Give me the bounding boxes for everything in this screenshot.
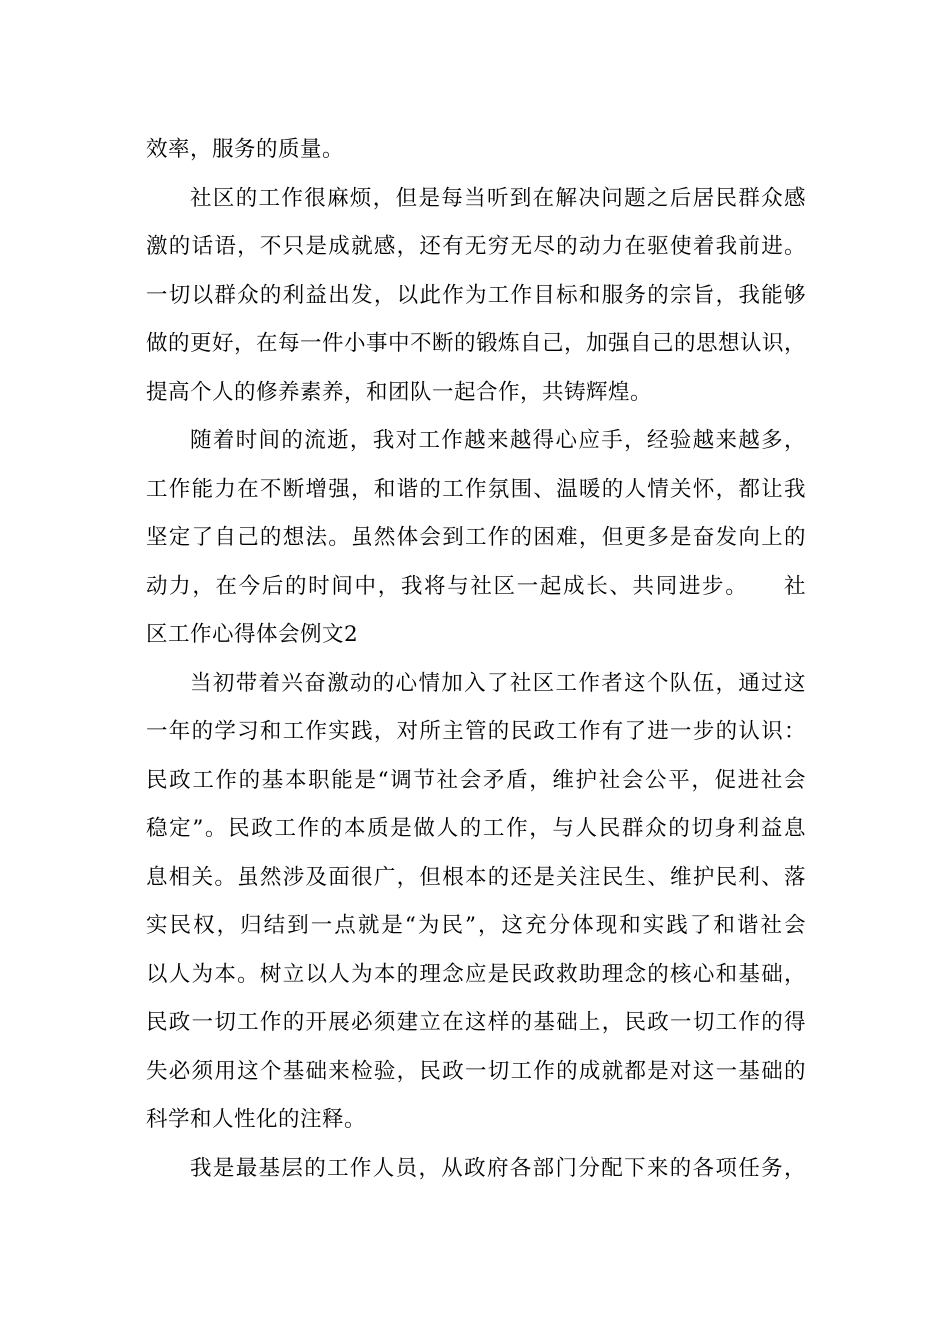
text-line: 社区的工作很麻烦，但是每当听到在解决问题之后居民群众感 [190, 185, 806, 211]
text-line: 民政一切工作的开展必须建立在这样的基础上，民政一切工作的得 [146, 1010, 806, 1035]
text-line: 稳定”。民政工作的本质是做人的工作，与人民群众的切身利益息 [146, 816, 806, 841]
text-line: 科学和人性化的注释。 [146, 1107, 367, 1132]
text-line: 一年的学习和工作实践，对所主管的民政工作有了进一步的认识： [146, 719, 806, 744]
text-line: 提高个人的修养素养，和团队一起合作，共铸辉煌。 [146, 379, 653, 405]
text-line: 失必须用这个基础来检验，民政一切工作的成就都是对这一基础的 [146, 1058, 806, 1084]
text-line: 实民权，归结到一点就是“为民”，这充分体现和实践了和谐社会 [146, 913, 806, 938]
text-line: 工作能力在不断增强，和谐的工作氛围、温暖的人情关怀，都让我 [146, 476, 806, 502]
text-line: 息相关。虽然涉及面很广，但根本的还是关注民生、维护民利、落 [146, 864, 806, 890]
section-heading: 区工作心得体会例文2 [146, 622, 359, 647]
text-line: 以人为本。树立以人为本的理念应是民政救助理念的核心和基础， [146, 961, 806, 987]
text-line: 坚定了自己的想法。虽然体会到工作的困难，但更多是奋发向上的 [146, 525, 806, 550]
document-body [146, 126, 806, 1193]
text-line: 做的更好，在每一件小事中不断的锻炼自己，加强自己的思想认识， [146, 331, 807, 356]
text-line: 一切以群众的利益出发，以此作为工作目标和服务的宗旨，我能够 [146, 282, 806, 308]
text-line: 动力，在今后的时间中，我将与社区一起成长、共同进步。 社 [146, 573, 806, 599]
text-line: 当初带着兴奋激动的心情加入了社区工作者这个队伍，通过这 [190, 670, 806, 696]
text-line: 我是最基层的工作人员，从政府各部门分配下来的各项任务， [190, 1155, 806, 1181]
text-line: 民政工作的基本职能是“调节社会矛盾，维护社会公平，促进社会 [146, 767, 806, 793]
text-line: 随着时间的流逝，我对工作越来越得心应手，经验越来越多， [190, 428, 806, 453]
text-line: 效率，服务的质量。 [146, 137, 345, 162]
text-line: 激的话语，不只是成就感，还有无穷无尽的动力在驱使着我前进。 [146, 234, 806, 259]
